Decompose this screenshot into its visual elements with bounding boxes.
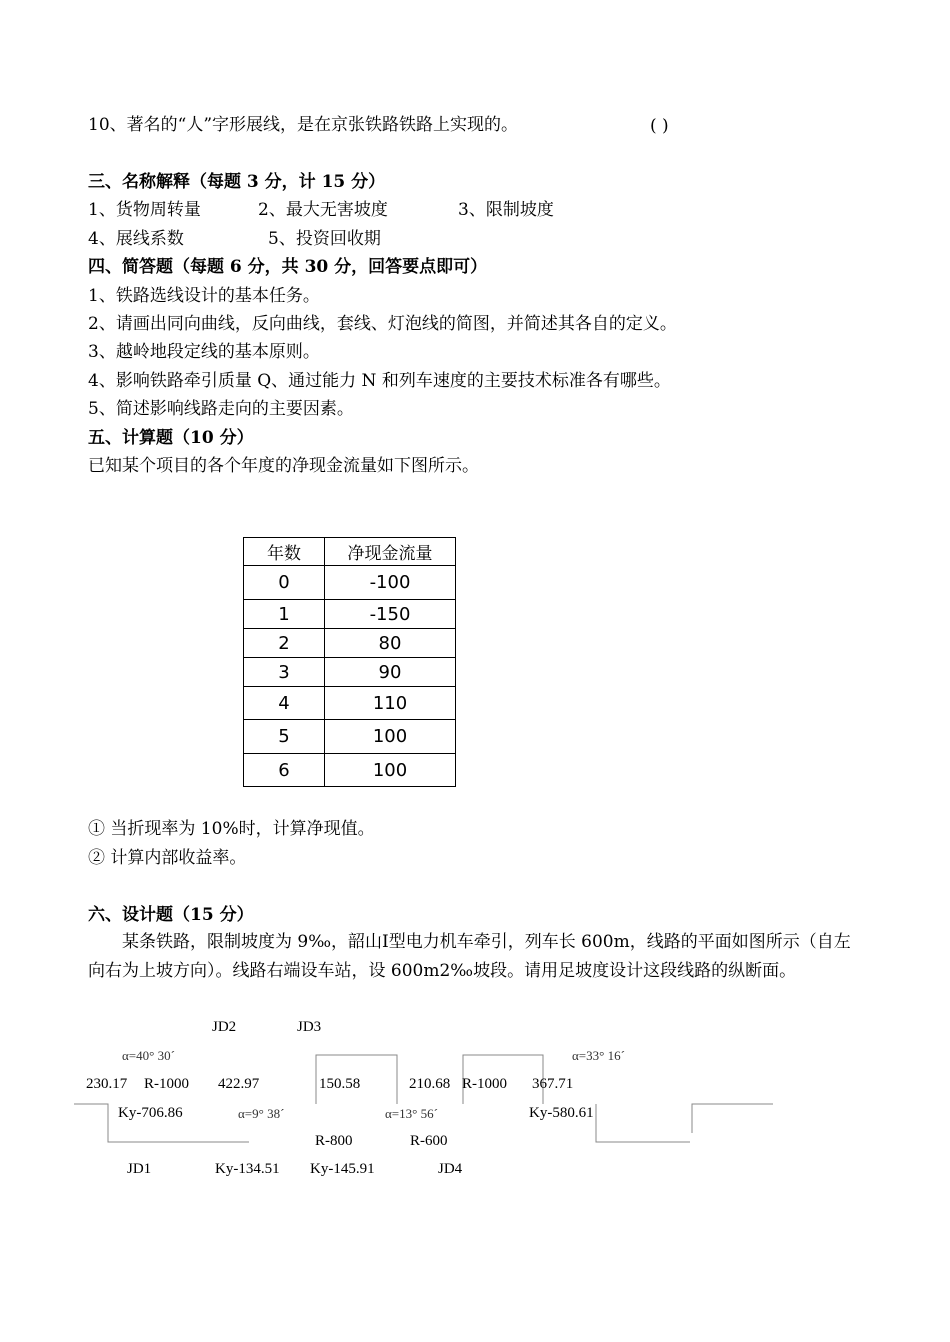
length-2: 422.97 [218, 1076, 260, 1092]
section4-title: 四、简答题（每题 6 分，共 30 分，回答要点即可） [88, 257, 488, 277]
section3-item-1: 1、货物周转量 [88, 200, 201, 220]
jd3-label: JD3 [297, 1019, 322, 1035]
jd1-label: JD1 [127, 1161, 152, 1177]
ky-jd2: Ky-134.51 [215, 1161, 280, 1177]
table-cell-year: 0 [244, 566, 325, 600]
ky-jd1: Ky-706.86 [118, 1105, 183, 1121]
section6-title: 六、设计题（15 分） [88, 905, 254, 925]
section4-item-4: 4、影响铁路牵引质量 Q、通过能力 N 和列车速度的主要技术标准各有哪些。 [88, 371, 671, 391]
radius-jd2: R-800 [315, 1133, 353, 1149]
alpha-jd4: α=33° 16´ [572, 1048, 625, 1063]
alpha-jd2: α=9° 38´ [238, 1106, 285, 1121]
table-cell-year: 2 [244, 629, 325, 658]
radius-jd4: R-1000 [462, 1076, 507, 1092]
section5-title: 五、计算题（10 分） [88, 428, 254, 448]
section4-item-1: 1、铁路选线设计的基本任务。 [88, 286, 320, 306]
table-cell-value: 90 [325, 658, 456, 687]
section3-item-2: 2、最大无害坡度 [258, 200, 388, 220]
radius-jd3: R-600 [410, 1133, 448, 1149]
table-cell-value: 100 [325, 720, 456, 754]
section6-paragraph: 某条铁路，限制坡度为 9‰，韶山Ⅰ型电力机车牵引，列车长 600m，线路的平面如图所示（自左向右为上坡方向）。线路右端设车站，设 600m2‰坡段。请用足坡度设计这段线路的纵断面。 [88, 932, 851, 981]
jd2-label: JD2 [212, 1019, 237, 1035]
table-cell-year: 3 [244, 658, 325, 687]
section5-question-2: ② 计算内部收益率。 [88, 848, 247, 868]
section3-item-3: 3、限制坡度 [458, 200, 554, 220]
table-header-year: 年数 [244, 538, 325, 566]
table-cell-year: 1 [244, 600, 325, 629]
length-3: 150.58 [319, 1076, 361, 1092]
table-cell-value: -150 [325, 600, 456, 629]
section3-item-4: 4、展线系数 [88, 229, 184, 249]
section5-question-1: ① 当折现率为 10%时，计算净现值。 [88, 819, 375, 839]
alpha-jd1: α=40° 30´ [122, 1048, 175, 1063]
table-cell-year: 4 [244, 687, 325, 720]
ky-jd3: Ky-145.91 [310, 1161, 375, 1177]
answer-bracket: ( ) [650, 116, 669, 136]
ky-jd4: Ky-580.61 [529, 1105, 594, 1121]
table-cell-value: 110 [325, 687, 456, 720]
section4-item-2: 2、请画出同向曲线，反向曲线，套线、灯泡线的简图，并简述其各自的定义。 [88, 314, 677, 334]
table-cell-value: 100 [325, 754, 456, 787]
length-1: 230.17 [86, 1076, 128, 1092]
section4-item-3: 3、越岭地段定线的基本原则。 [88, 342, 320, 362]
section4-item-5: 5、简述影响线路走向的主要因素。 [88, 399, 354, 419]
radius-jd1: R-1000 [144, 1076, 189, 1092]
table-cell-value: 80 [325, 629, 456, 658]
length-5: 367.71 [532, 1076, 574, 1092]
jd4-label: JD4 [438, 1161, 463, 1177]
alpha-jd3: α=13° 56´ [385, 1106, 438, 1121]
section3-item-5: 5、投资回收期 [268, 229, 381, 249]
section3-title: 三、名称解释（每题 3 分，计 15 分） [88, 172, 386, 192]
track-segment-5 [692, 1104, 773, 1133]
track-segment-4 [596, 1104, 690, 1142]
table-header-cashflow: 净现金流量 [325, 538, 456, 566]
length-4: 210.68 [409, 1076, 451, 1092]
question-10: 10、著名的“人”字形展线，是在京张铁路铁路上实现的。 [88, 115, 519, 135]
table-cell-value: -100 [325, 566, 456, 600]
table-cell-year: 5 [244, 720, 325, 754]
section5-intro: 已知某个项目的各个年度的净现金流量如下图所示。 [88, 456, 479, 476]
table-cell-year: 6 [244, 754, 325, 787]
